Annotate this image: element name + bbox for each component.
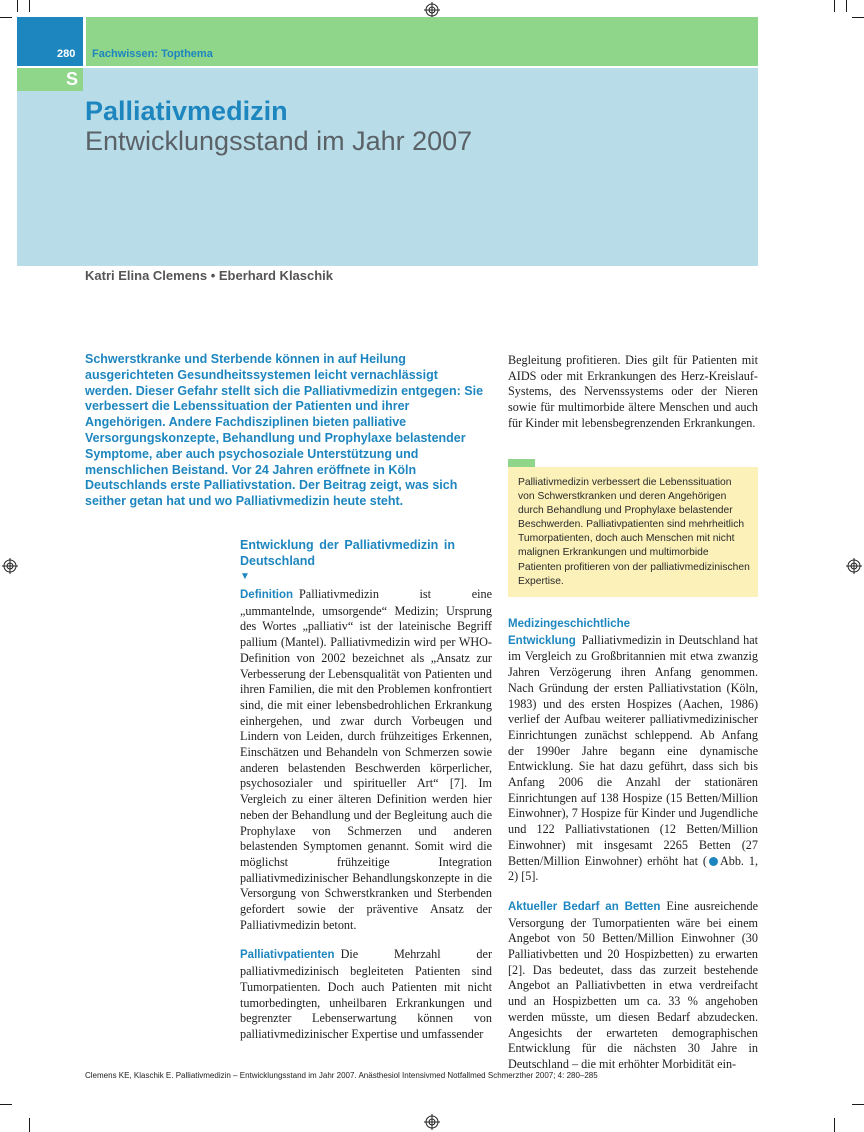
crop-mark xyxy=(852,17,864,18)
registration-mark-icon xyxy=(2,558,18,574)
paragraph-text: Begleitung profitieren. Dies gilt für Patienten mit AIDS oder mit Erkrankungen des Herz-Kreislauf-Systems, des Nervenssystems oder der Nieren sowie für multimorbide ältere Menschen und auch für Kinder mit lebensbegrenzenden Erkrankungen. xyxy=(508,353,758,430)
section-label: Fachwissen: Topthema xyxy=(92,48,213,60)
authors: Katri Elina Clemens • Eberhard Klaschik xyxy=(85,268,334,283)
crop-mark xyxy=(834,1118,835,1132)
crop-mark xyxy=(834,0,835,12)
citation-footer: Clemens KE, Klaschik E. Palliativmedizin – Entwicklungsstand im Jahr 2007. Anästhesiol Intensivmed Notfallmed Schmerzther 2007; 4: 280–285 xyxy=(85,1071,598,1080)
summary-box-text: Palliativmedizin verbessert die Lebenssituation von Schwerstkranken und deren Angehörigen durch Behandlung und Prophylaxe belastender Beschwerden. Palliativpatienten sind mehrheitlich Tumorpatienten, doch auch Menschen mit nicht malignen Erkrankungen und multimorbide Patienten profitieren von der palliativmedizinischen Expertise. xyxy=(518,477,750,587)
paragraph-text: Palliativmedizin in Deutschland hat im Vergleich zu Großbritannien mit etwa zwanzig Jahren Verzögerung ihren Anfang genommen. Nach Gründung der ersten Palliativstation (Köln, 1983) und des ersten Hospizes (Aachen, 1986) verlief der Aufbau weiterer palliativmedizinischer Einrichtungen zunächst schleppend. Ab Anfang der 1990er Jahre begann eine dynamische Entwicklung. Sie hat dazu geführt, dass sich bis Anfang 2006 die Anzahl der stationären Einrichtungen auf 138 Hospize (15 Betten/Million Einwohner), 7 Hospize für Kinder und Jugendliche und 122 Palliativstationen (12 Betten/Million Einwohner) mit insgesamt 2265 Betten (27 Betten/Million Einwohner) erhöht hat ( xyxy=(508,632,758,868)
crop-mark xyxy=(0,17,12,18)
crop-mark xyxy=(0,1104,12,1105)
demand-paragraph xyxy=(508,899,758,1073)
registration-mark-icon xyxy=(424,2,440,18)
run-in-heading: Medizingeschichtliche Entwicklung xyxy=(508,618,631,647)
crop-mark xyxy=(29,0,30,12)
definition-paragraph xyxy=(240,587,492,933)
run-in-heading: Aktueller Bedarf an Betten xyxy=(508,900,661,913)
right-column-bottom xyxy=(508,616,758,1087)
paragraph-text: Eine ausreichende Versorgung der Tumorpatienten wäre bei einem Angebot von 50 Betten/Million Einwohner (30 Palliativbetten und 20 Hospizbetten) zu erwarten [2]. Das bedeutet, dass das zurzeit bestehende Angebot an Palliativbetten in etwa verdreifacht und an Hospizbetten um ca. 33 % angehoben werden müsste, um diesen Bedarf abzudecken. Angesichts der erwarteten demographischen Entwicklung für die nächsten 30 Jahre in Deutschland – die mit erhöhter Morbidität ein- xyxy=(508,898,758,1071)
summary-box-tab xyxy=(508,459,535,467)
figure-reference-icon xyxy=(709,857,718,866)
history-paragraph xyxy=(508,616,758,885)
paragraph-text: Die Mehrzahl der palliativmedizinisch begleiteten Patienten sind Tumorpatienten. Doch auch Patienten mit nicht tumorbedingten, unheilbaren Erkrankungen und begrenzter Lebenserwartung können von palliativmedizinischer Expertise und umfassender xyxy=(240,947,492,1041)
section-heading: Entwicklung der Palliativmedizin in Deutschland xyxy=(240,538,455,568)
article-title: Palliativmedizin xyxy=(85,96,288,126)
registration-mark-icon xyxy=(424,1114,440,1130)
run-in-heading: Palliativpatienten xyxy=(240,949,335,962)
paragraph-text: Palliativmedizin ist eine „ummantelnde, umsorgende“ Medizin; Ursprung des Wortes „palliativ“ ist der lateinische Begriff pallium (Mantel). Palliativmedizin wird per WHO-Definition von 2002 bezeichnet als „Ansatz zur Verbesserung der Lebensqualität von Patienten und ihren Familien, die mit den Problemen konfrontiert sind, die mit einer lebensbedrohlichen Erkrankung einhergehen, und zwar durch Vorbeugen und Lindern von Leiden, durch frühzeitiges Erkennen, Einschätzen und Behandeln von Schmerzen sowie anderen belastenden Beschwerden körperlicher, psychosozialer und spiritueller Art“ [7]. Im Vergleich zu einer älteren Definition werden hier neben der Behandlung und der Begleitung auch die Prophylaxe von Schmerzen und anderen belastenden Symptomen genannt. Somit wird die möglichst frühzeitige Integration palliativmedizinischer Behandlungskonzepte in die Versorgung von Schwerstkranken und Sterbenden gefordert sowie der präventive Ansatz der Palliativmedizin betont. xyxy=(240,587,492,932)
figure-reference: Abb. 1, 2) [5]. xyxy=(508,853,758,884)
page-number: 280 xyxy=(57,48,76,60)
article-subtitle: Entwicklungsstand im Jahr 2007 xyxy=(85,126,473,156)
right-column-top xyxy=(508,353,758,446)
crop-mark xyxy=(852,1104,864,1105)
run-in-heading: Definition xyxy=(240,589,294,601)
crop-mark xyxy=(846,0,847,12)
registration-mark-icon xyxy=(846,558,862,574)
patients-paragraph xyxy=(240,947,492,1042)
section-letter: S xyxy=(66,69,79,89)
middle-column xyxy=(240,538,492,1057)
crop-mark xyxy=(29,1118,30,1132)
crop-mark xyxy=(17,0,18,12)
arrow-down-icon: ▼ xyxy=(240,571,250,582)
abstract: Schwerstkranke und Sterbende können in auf Heilung ausgerichteten Gesundheitssystemen leicht vernachlässigt werden. Dieser Gefahr stellt sich die Palliativmedizin entgegen: Sie verbessert die Lebenssituation der Patienten und ihrer Angehörigen. Andere Fachdisziplinen bieten palliative Versorgungskonzepte, Behandlung und Prophylaxe belastender Symptome, aber auch psychosoziale Unterstützung und menschlichen Beistand. Vor 24 Jahren eröffnete in Köln Deutschlands erste Palliativstation. Der Beitrag zeigt, was sich seither getan hat und wo Palliativmedizin heute steht. xyxy=(85,352,484,509)
